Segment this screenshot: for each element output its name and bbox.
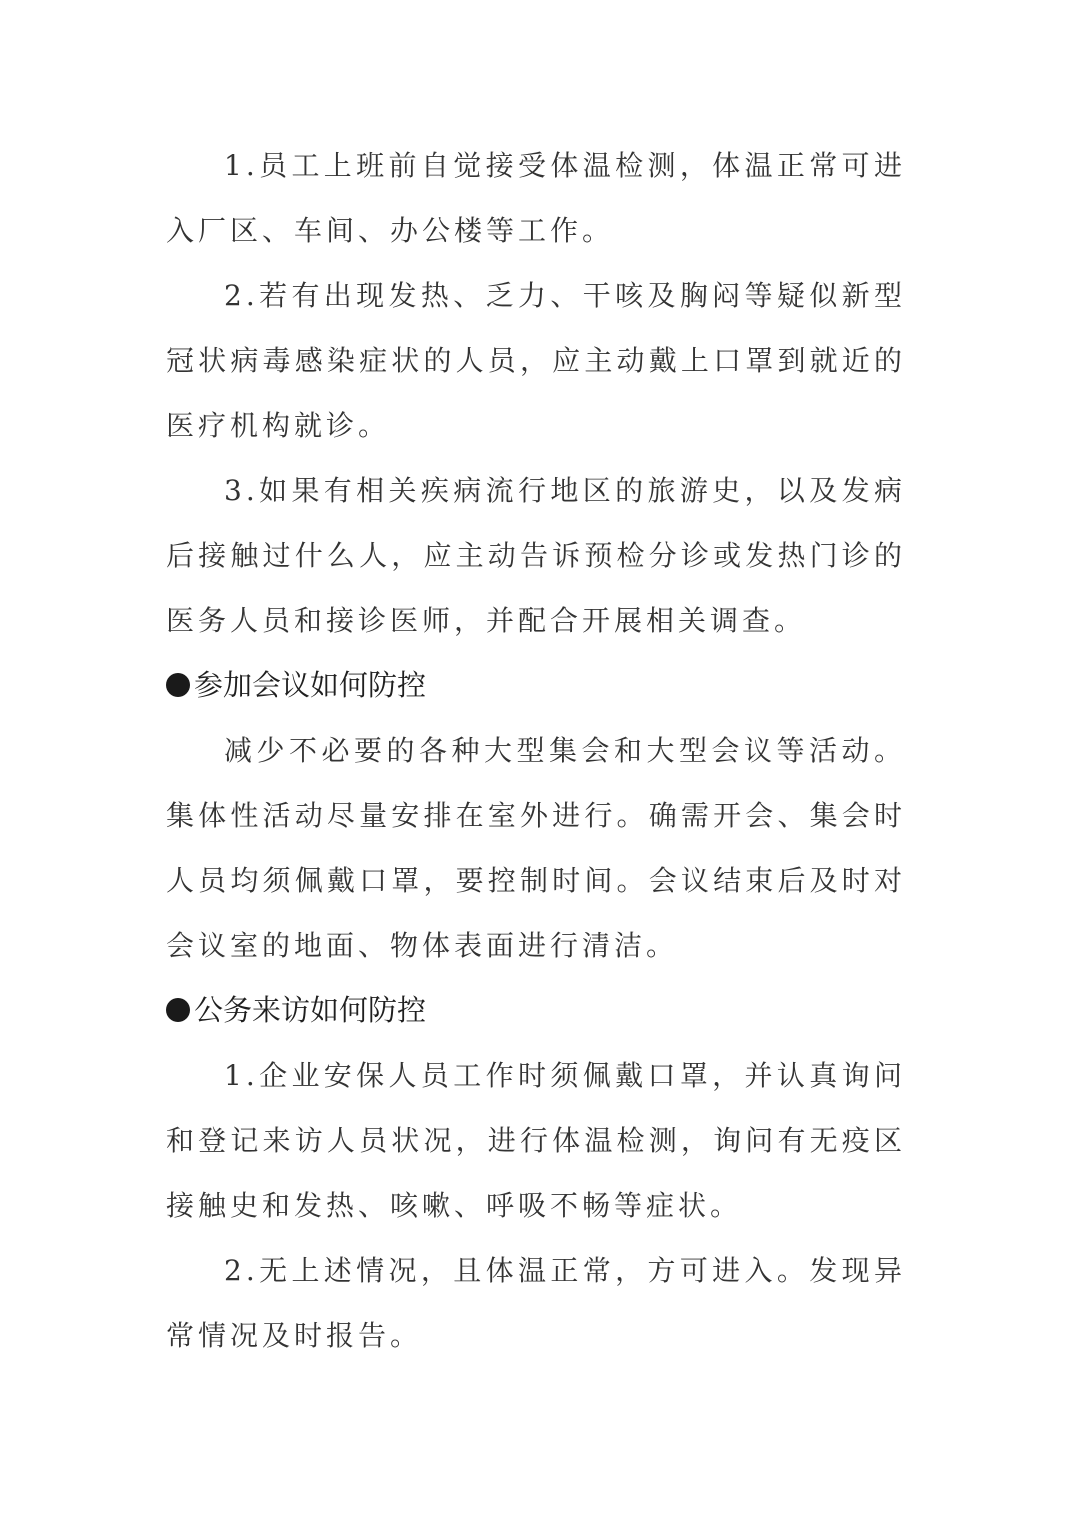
bullet-dot-icon	[166, 998, 190, 1022]
paragraph-meeting-prevention: 减少不必要的各种大型集会和大型会议等活动。集体性活动尽量安排在室外进行。确需开会、集会时人员均须佩戴口罩，要控制时间。会议结束后及时对会议室的地面、物体表面进行清洁。	[166, 734, 906, 962]
section-heading-visit	[166, 978, 906, 1043]
paragraph-security-staff: 1.企业安保人员工作时须佩戴口罩，并认真询问和登记来访人员状况，进行体温检测，询问有无疫区接触史和发热、咳嗽、呼吸不畅等症状。	[166, 1059, 906, 1222]
paragraph-entry-condition: 2.无上述情况，且体温正常，方可进入。发现异常情况及时报告。	[166, 1254, 906, 1352]
paragraph-symptoms: 2.若有出现发热、乏力、干咳及胸闷等疑似新型冠状病毒感染症状的人员，应主动戴上口罩到就近的医疗机构就诊。	[166, 279, 906, 442]
document-body	[166, 133, 906, 1368]
bullet-dot-icon	[166, 673, 190, 697]
section-heading-visit-text: 公务来访如何防控	[194, 993, 427, 1027]
paragraph-travel-history: 3.如果有相关疾病流行地区的旅游史，以及发病后接触过什么人，应主动告诉预检分诊或发热门诊的医务人员和接诊医师，并配合开展相关调查。	[166, 474, 906, 637]
section-heading-meeting	[166, 653, 906, 718]
paragraph-temperature-check: 1.员工上班前自觉接受体温检测，体温正常可进入厂区、车间、办公楼等工作。	[166, 149, 906, 247]
section-heading-meeting-text: 参加会议如何防控	[194, 668, 427, 702]
